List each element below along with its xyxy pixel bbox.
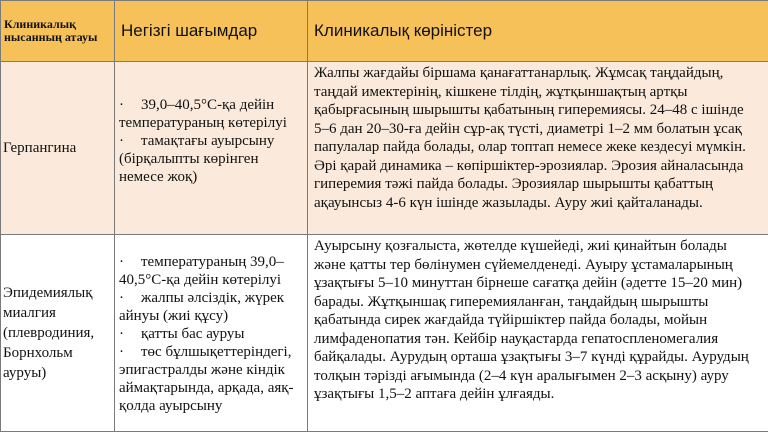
complaints-list <box>115 235 307 415</box>
header-complaints: Негізгі шағымдар <box>115 1 308 62</box>
clinical-text: Жалпы жағдайы біршама қанағаттанарлық. Жұмсақ таңдайдың, таңдай имектерінің, кішкене тілдің, жұтқыншақтың артқы қабырғасының шырышты қабатының гиперемиясы. 24–48 с ішінде 5–6 дан 20–30-ға дейін сұр-ақ түсті, диаметрі 1–2 мм болатын ұсақ папулалар пайда болады, олар топтап немесе жеке кездесуі мүмкін. Әрі қарай динамика – көпіршіктер-эрозиялар. Эрозия айналасында гиперемия тәжі пайда болады. Эрозиялар шырышты қабаттың ақауынсыз 4-6 күн ішінде жазылады. Ауру жиі қайталанады. <box>314 65 746 211</box>
complaint-item: · тамақтағы ауырсыну (бірқалыпты көрінген немесе жоқ) <box>119 133 275 185</box>
header-row <box>1 1 768 62</box>
clinical-cell <box>308 62 768 235</box>
clinical-cell <box>308 235 768 432</box>
complaints-list <box>115 62 307 186</box>
complaint-item: · температураның 39,0–40,5°С-қа дейін көтерілуі <box>119 254 284 288</box>
complaint-item: · қатты бас ауруы <box>119 326 245 342</box>
complaints-cell <box>115 62 308 235</box>
clinical-text: Ауырсыну қозғалыста, жөтелде күшейеді, жиі қинайтын болады және қатты тер бөлінумен сүйемелденеді. Ауыру ұстамаларының ұзақтығы 5–10 минуттан бірнеше сағатқа дейін (әдетте 15–20 мин) барады. Жұтқыншақ гиперемияланған, таңдайдың шырышты қабатында сирек жағдайда түйіршіктер пайда болады, мойын лимфаденопатия тән. Кейбір науқастарда гепатоспленомегалия байқалады. Аурудың орташа ұзақтығы 3–7 күнді құрайды. Аурудың толқын тәрізді ағымында (2–4 күн аралығымен 2–3 асқыну) ауру ұзақтығы 1,5–2 аптаға дейін ұлғаяды. <box>314 238 749 402</box>
header-form-name: Клиникалық нысанның атауы <box>1 1 115 62</box>
complaints-cell <box>115 235 308 432</box>
form-name-cell <box>1 235 115 432</box>
form-name: Эпидемиялық миалгия (плевродиния, Борнхольм ауруы) <box>3 285 95 381</box>
complaint-item: · жалпы әлсіздік, жүрек айнуы (жиі құсу) <box>119 290 285 324</box>
form-name-cell <box>1 62 115 235</box>
complaint-item: · 39,0–40,5°С-қа дейін температураның көтерілуі <box>119 97 287 131</box>
table-row <box>1 235 768 432</box>
form-name: Герпангина <box>3 140 77 156</box>
table-row <box>1 62 768 235</box>
header-clinical: Клиникалық көріністер <box>308 1 768 62</box>
complaint-item: · төс бұлшықеттеріндегі, эпигастралды және кіндік аймақтарында, арқада, аяқ-қолда ауырсыну <box>119 344 294 414</box>
